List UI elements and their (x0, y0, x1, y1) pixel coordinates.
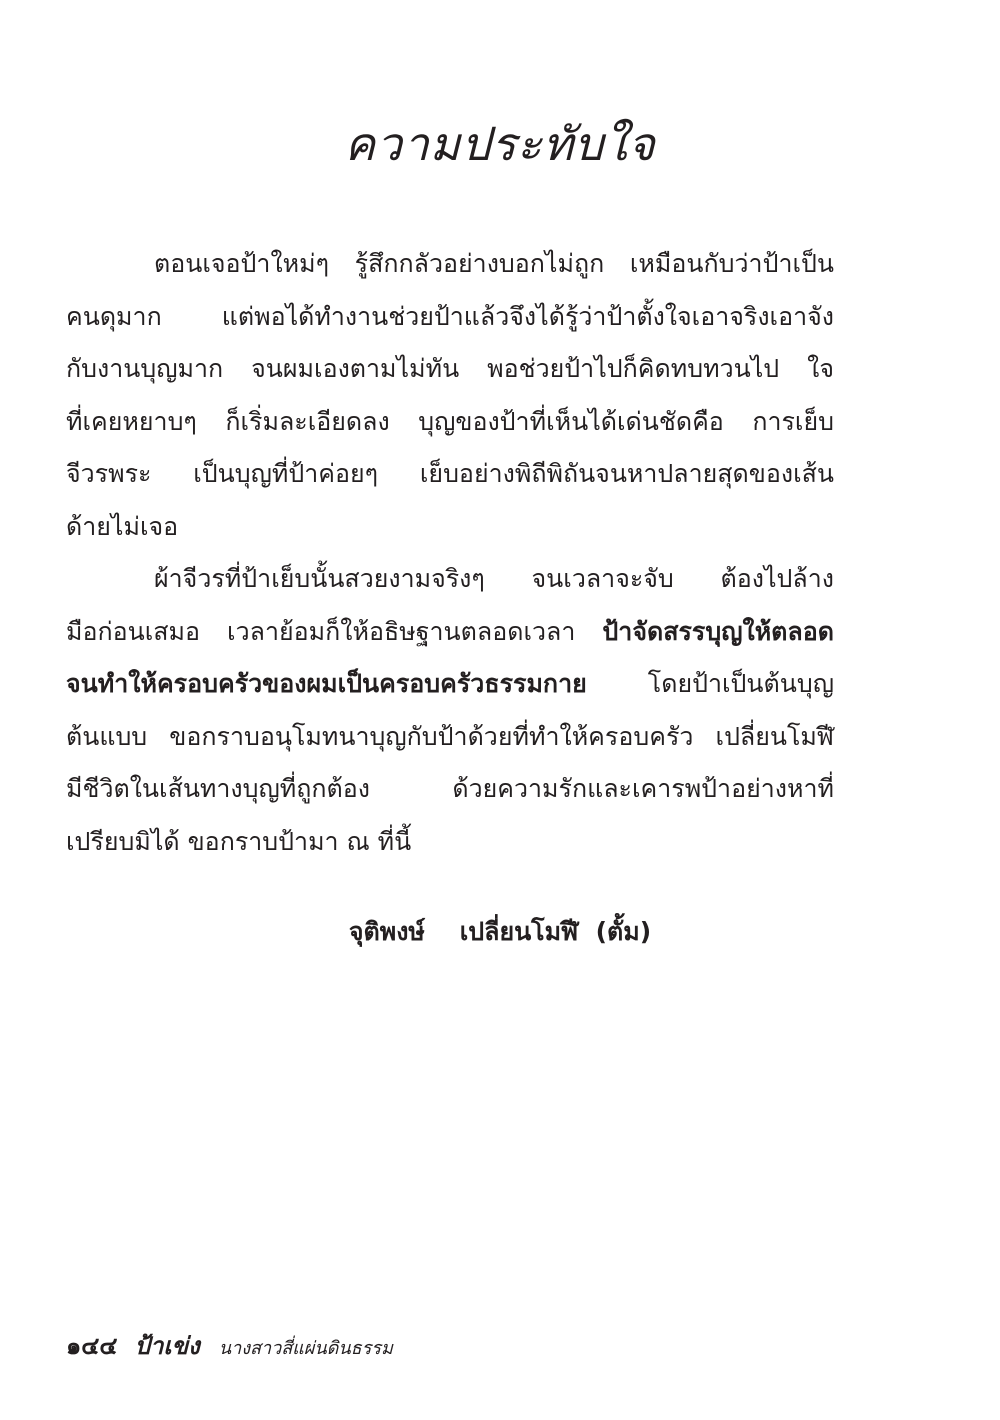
page-title: ความประทับใจ (344, 117, 656, 171)
paragraph-line: ผ้าจีวรที่ป้าเย็บนั้นสวยงามจริงๆ จนเวลาจะจับ ต้องไปล้าง (154, 564, 834, 593)
paragraph-text: มือก่อนเสมอ เวลาย้อมก็ให้อธิษฐานตลอดเวลา (66, 616, 603, 646)
page-number: ๑๔๔ (66, 1332, 118, 1360)
paragraph-line: ตอนเจอป้าใหม่ๆ รู้สึกกลัวอย่างบอกไม่ถูก เหมือนกับว่าป้าเป็น (154, 249, 834, 278)
paragraph-line (66, 658, 834, 711)
author-signature (0, 912, 1000, 952)
paragraph-text: โดยป้าเป็นต้นบุญ (647, 669, 834, 698)
emphasis-text: จนทำให้ครอบครัวของผมเป็นครอบครัวธรรมกาย (66, 669, 587, 698)
paragraph-line (66, 606, 834, 659)
paragraph-line: มีชีวิตในเส้นทางบุญที่ถูกต้อง ด้วยความรักและเคารพป้าอย่างหาที่ (66, 774, 834, 803)
paragraph-line: เปรียบมิได้ ขอกราบป้ามา ณ ที่นี้ (66, 826, 412, 856)
page-footer (66, 1326, 393, 1365)
book-short-title: ป้าเข่ง (134, 1332, 200, 1360)
paragraph-line: ด้ายไม่เจอ (66, 511, 179, 541)
paragraph-line: ที่เคยหยาบๆ ก็เริ่มละเอียดลง บุญของป้าที่เห็นได้เด่นชัดคือ การเย็บ (66, 406, 834, 436)
paragraph-line: จีวรพระ เป็นบุญที่ป้าค่อยๆ เย็บอย่างพิถีพิถันจนหาปลายสุดของเส้น (66, 459, 834, 488)
body-text (66, 238, 834, 868)
book-full-title: นางสาวสี่แผ่นดินธรรม (218, 1338, 393, 1359)
paragraph-line: กับงานบุญมาก จนผมเองตามไม่ทัน พอช่วยป้าไปก็คิดทบทวนไป ใจ (66, 354, 834, 383)
emphasis-text: ป้าจัดสรรบุญให้ตลอด (602, 616, 834, 646)
paragraph-line: ต้นแบบ ขอกราบอนุโมทนาบุญกับป้าด้วยที่ทำให้ครอบครัว เปลี่ยนโมฬี (66, 721, 834, 751)
signature-text: จุติพงษ์ เปลี่ยนโมฬี (ตั้ม) (348, 917, 652, 946)
paragraph-line: คนดุมาก แต่พอได้ทำงานช่วยป้าแล้วจึงได้รู้ว่าป้าตั้งใจเอาจริงเอาจัง (66, 301, 834, 331)
